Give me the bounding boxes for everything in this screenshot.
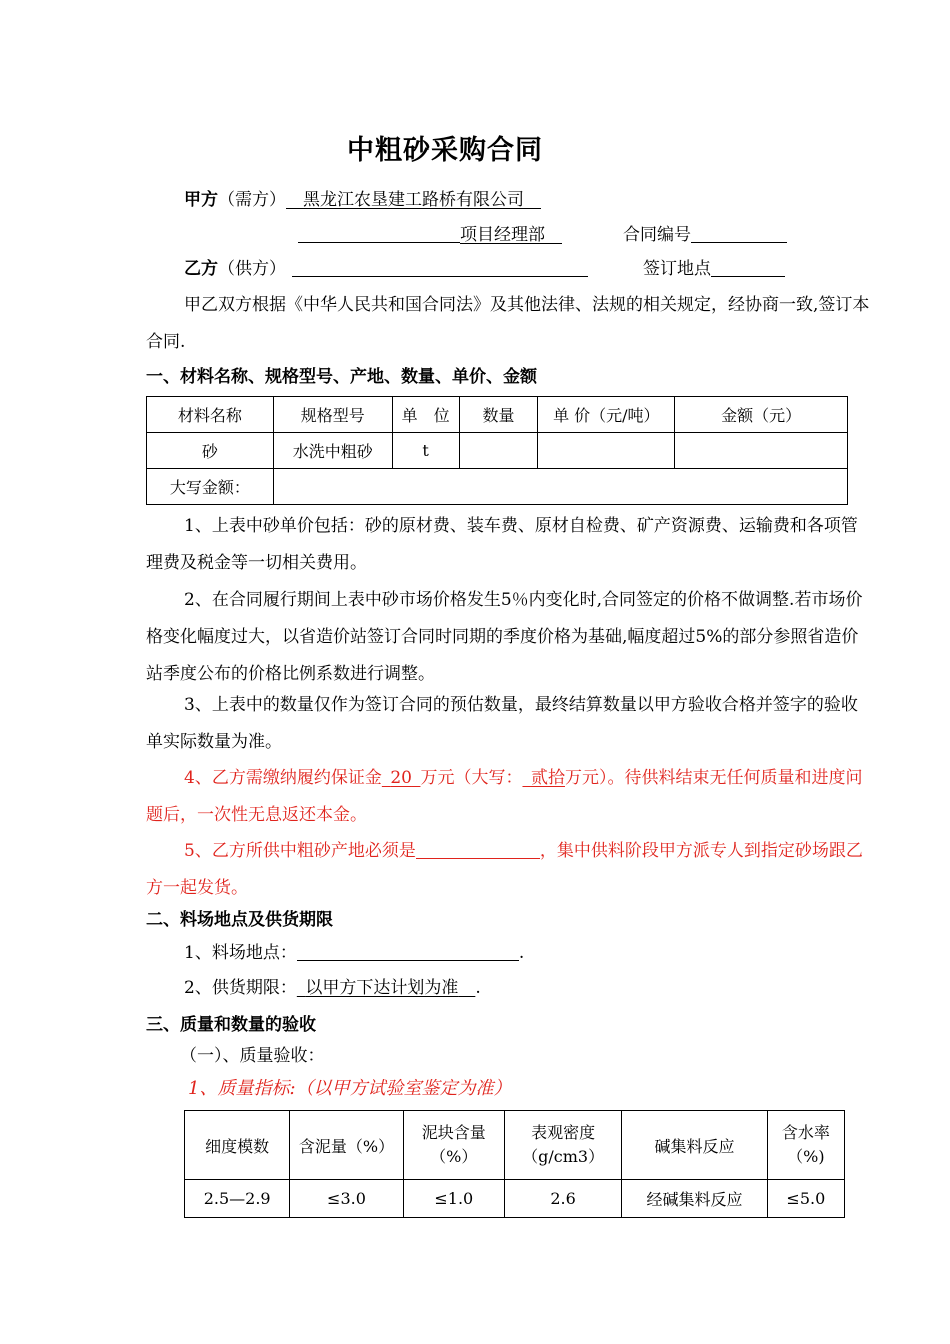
quality-header-cell: 泥块含量 （%）: [403, 1111, 504, 1180]
party-b-role: （供方）: [218, 259, 286, 279]
quality-indicator-title: 1、质量指标:（以甲方试验室鉴定为准）: [188, 1078, 512, 1099]
party-a-company: 黑龙江农垦建工路桥有限公司: [303, 190, 524, 210]
quality-table: [184, 1110, 845, 1218]
quality-header-cell: 碱集料反应: [622, 1111, 767, 1180]
deposit-amount: 20: [390, 768, 412, 788]
supply-period-line: 2、供货期限： 以甲方下达计划为准 .: [184, 978, 481, 998]
yard-location-blank: [297, 942, 519, 961]
clause-4: 4、乙方需缴纳履约保证金 20 万元（大写： 贰拾万元）。待供料结束无任何质量和进度问题后，一次性无息返还本金。: [146, 768, 863, 825]
party-b-blank: [292, 258, 588, 277]
section-2-heading: 二、料场地点及供货期限: [146, 910, 333, 930]
supply-period-value: 以甲方下达计划为准: [305, 978, 459, 998]
party-a-line: [184, 188, 541, 212]
quality-header-cell: 细度模数: [185, 1111, 290, 1180]
data-cell: 砂: [147, 433, 274, 469]
dept-blank: [298, 224, 460, 243]
header-cell: 数量: [459, 397, 538, 433]
quality-data-row: [185, 1180, 845, 1218]
header-cell: 材料名称: [147, 397, 274, 433]
clause-3: 3、上表中的数量仅作为签订合同的预估数量，最终结算数量以甲方验收合格并签字的验收单实际数量为准。: [146, 695, 858, 752]
party-a-label: 甲方: [184, 190, 218, 210]
header-cell: 单 价（元/吨）: [538, 397, 675, 433]
document-title: 中粗砂采购合同: [347, 135, 543, 166]
section-3-heading: 三、质量和数量的验收: [146, 1015, 316, 1035]
quality-header-cell: 含泥量（%）: [290, 1111, 403, 1180]
deposit-amount-cn: 贰拾: [530, 768, 565, 788]
quality-header-cell: 含水率 （%): [767, 1111, 844, 1180]
data-cell: [675, 433, 848, 469]
contract-no-label: 合同编号: [623, 225, 691, 245]
materials-data-row: [147, 433, 848, 469]
data-cell: [538, 433, 675, 469]
clause-5: 5、乙方所供中粗砂产地必须是 ，集中供料阶段甲方派专人到指定砂场跟乙方一起发货。: [146, 841, 863, 898]
quality-data-cell: 2.6: [504, 1180, 621, 1218]
total-value: [273, 469, 847, 505]
clause-2: 2、在合同履行期间上表中砂市场价格发生5％内变化时,合同签定的价格不做调整.若市场价格变化幅度过大，以省造价站签订合同时同期的季度价格为基础,幅度超过5%的部分参照省造价站季度公布的价格比例系数进行调整。: [146, 590, 863, 684]
total-label: 大写金额：: [147, 469, 274, 505]
quality-header-cell: 表观密度 （g/cm3）: [504, 1111, 621, 1180]
data-cell: t: [392, 433, 459, 469]
section-1-heading: 一、材料名称、规格型号、产地、数量、单价、金额: [146, 367, 537, 387]
clause-1: 1、上表中砂单价包括：砂的原材费、装车费、原材自检费、矿产资源费、运输费和各项管理费及税金等一切相关费用。: [146, 516, 858, 573]
data-cell: [459, 433, 538, 469]
materials-table: [146, 396, 848, 505]
party-a-role: （需方）: [218, 190, 286, 210]
intro-paragraph: 甲乙双方根据《中华人民共和国合同法》及其他法律、法规的相关规定，经协商一致,签订本合同.: [146, 295, 870, 352]
sign-place-line: [643, 257, 785, 281]
header-cell: 金额（元）: [675, 397, 848, 433]
yard-location-line: 1、料场地点： .: [184, 943, 525, 963]
quality-data-cell: ≤1.0: [403, 1180, 504, 1218]
yard-location-label: 1、料场地点：: [184, 943, 297, 963]
party-b-line: [184, 257, 588, 281]
quality-data-cell: ≤3.0: [290, 1180, 403, 1218]
quality-data-cell: 2.5—2.9: [185, 1180, 290, 1218]
supply-period-label: 2、供货期限：: [184, 978, 297, 998]
header-cell: 单 位: [392, 397, 459, 433]
materials-header-row: [147, 397, 848, 433]
sign-place-blank: [711, 258, 785, 277]
data-cell: 水洗中粗砂: [273, 433, 392, 469]
header-cell: 规格型号: [273, 397, 392, 433]
quality-sub-heading: （一）、质量验收：: [180, 1046, 325, 1066]
party-a-dept: 项目经理部: [460, 225, 545, 245]
materials-total-row: [147, 469, 848, 505]
quality-data-cell: ≤5.0: [767, 1180, 844, 1218]
quality-header-row: [185, 1111, 845, 1180]
contract-no-blank: [691, 224, 787, 243]
party-a-dept-line: [298, 223, 562, 247]
origin-blank: [416, 840, 540, 859]
party-b-label: 乙方: [184, 259, 218, 279]
sign-place-label: 签订地点: [643, 259, 711, 279]
quality-data-cell: 经碱集料反应: [622, 1180, 767, 1218]
contract-no-line: [623, 223, 787, 247]
